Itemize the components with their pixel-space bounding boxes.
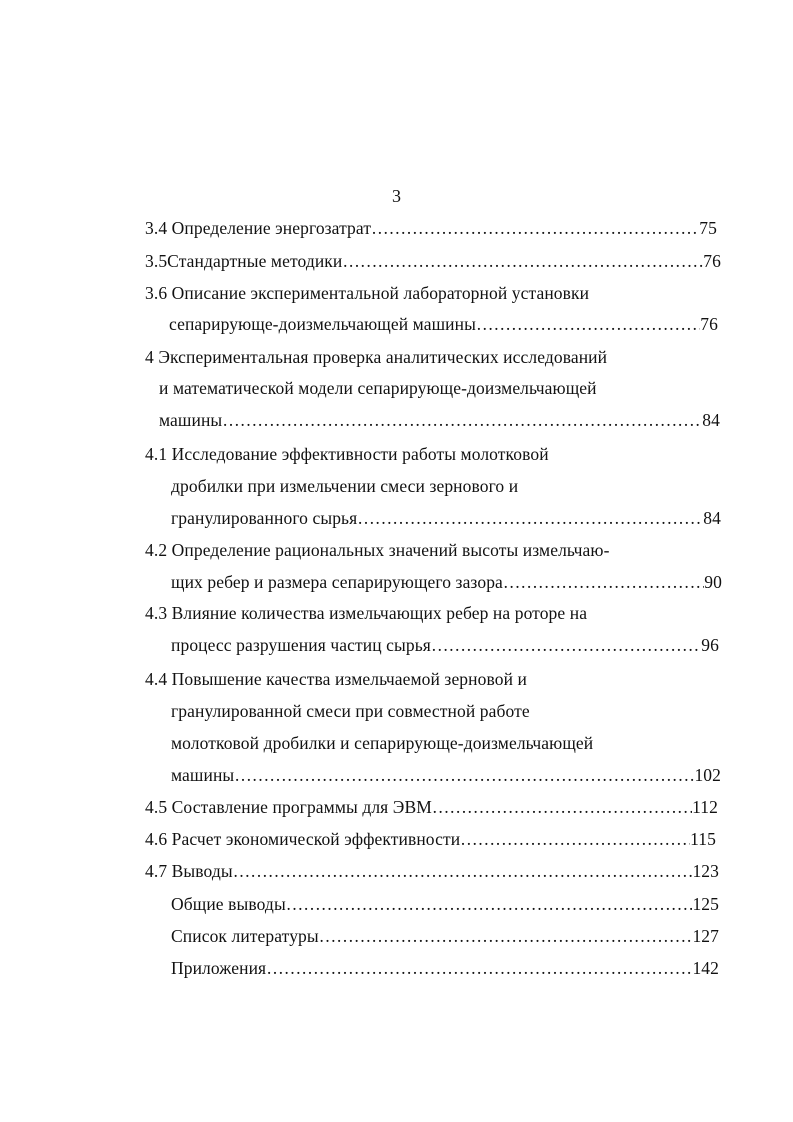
toc-entry <box>171 764 721 786</box>
toc-entry: 4.1 Исследование эффективности работы молотковой <box>145 444 549 464</box>
toc-entry-page: 112 <box>692 797 718 817</box>
toc-leader-dots <box>286 893 693 915</box>
toc-leader-dots <box>476 313 700 335</box>
toc-entry-text: 3.4 Определение энергозатрат <box>145 218 372 238</box>
toc-entry-text: гранулированного сырья <box>171 508 358 528</box>
toc-entry-text: 4.5 Составление программы для ЭВМ <box>145 797 432 817</box>
toc-leader-dots <box>432 796 692 818</box>
toc-entry-page: 102 <box>694 765 721 785</box>
toc-leader-dots <box>222 409 702 431</box>
toc-entry-text: сепарирующе-доизмельчающей машины <box>169 314 476 334</box>
toc-entry-text: машины <box>159 410 223 430</box>
toc-entry-text: щих ребер и размера сепарирующего зазора <box>171 572 503 592</box>
toc-leader-dots <box>503 571 704 593</box>
toc-leader-dots <box>233 860 693 882</box>
toc-entry <box>171 507 721 529</box>
toc-entry-text: 4.7 Выводы <box>145 861 233 881</box>
toc-entry-text: 4.6 Расчет экономической эффективности <box>145 829 461 849</box>
toc-entry <box>171 893 719 915</box>
toc-entry <box>145 796 718 818</box>
toc-entry-page: 90 <box>704 572 722 592</box>
toc-entry: 4.4 Повышение качества измельчаемой зерновой и <box>145 669 527 689</box>
toc-entry-text: машины <box>171 765 235 785</box>
toc-entry-page: 84 <box>703 508 721 528</box>
toc-entry <box>145 217 717 239</box>
toc-entry <box>169 313 718 335</box>
toc-leader-dots <box>342 250 703 272</box>
toc-entry: 4.2 Определение рациональных значений высоты измельчаю- <box>145 540 610 560</box>
toc-leader-dots <box>266 957 692 979</box>
toc-entry <box>171 571 722 593</box>
toc-entry-text: Приложения <box>171 958 267 978</box>
toc-entry <box>171 634 719 656</box>
toc-entry: 4.3 Влияние количества измельчающих ребер на роторе на <box>145 603 588 623</box>
page-number: 3 <box>392 186 401 206</box>
toc-entry: гранулированной смеси при совместной работе <box>171 701 530 721</box>
toc-entry: и математической модели сепарирующе-доизмельчающей <box>159 378 597 398</box>
toc-entry: молотковой дробилки и сепарирующе-доизмельчающей <box>171 733 594 753</box>
toc-leader-dots <box>319 925 693 947</box>
toc-entry-text: Общие выводы <box>171 894 286 914</box>
toc-entry-page: 142 <box>692 958 719 978</box>
toc-entry <box>171 925 719 947</box>
toc-leader-dots <box>460 828 690 850</box>
toc-entry-text: 3.5Стандартные методики <box>145 251 343 271</box>
toc-entry <box>145 860 719 882</box>
toc-entry <box>145 250 721 272</box>
toc-entry-page: 75 <box>699 218 717 238</box>
toc-entry-page: 123 <box>692 861 719 881</box>
toc-entry-page: 76 <box>700 314 718 334</box>
toc-leader-dots <box>234 764 694 786</box>
toc-entry-text: процесс разрушения частиц сырья <box>171 635 431 655</box>
toc-entry-page: 115 <box>690 829 716 849</box>
toc-entry: дробилки при измельчении смеси зернового и <box>171 476 519 496</box>
toc-leader-dots <box>357 507 703 529</box>
toc-entry-page: 76 <box>703 251 721 271</box>
toc-entry: 3.6 Описание экспериментальной лабораторной установки <box>145 283 590 303</box>
toc-entry-page: 96 <box>701 635 719 655</box>
toc-entry-page: 84 <box>702 410 720 430</box>
toc-leader-dots <box>431 634 701 656</box>
toc-entry: 4 Экспериментальная проверка аналитических исследований <box>145 347 608 367</box>
toc-entry-text: Список литературы <box>171 926 319 946</box>
toc-entry <box>145 828 716 850</box>
toc-leader-dots <box>371 217 699 239</box>
toc-entry-page: 125 <box>692 894 719 914</box>
toc-entry <box>171 957 719 979</box>
toc-entry <box>159 409 720 431</box>
toc-entry-page: 127 <box>692 926 719 946</box>
